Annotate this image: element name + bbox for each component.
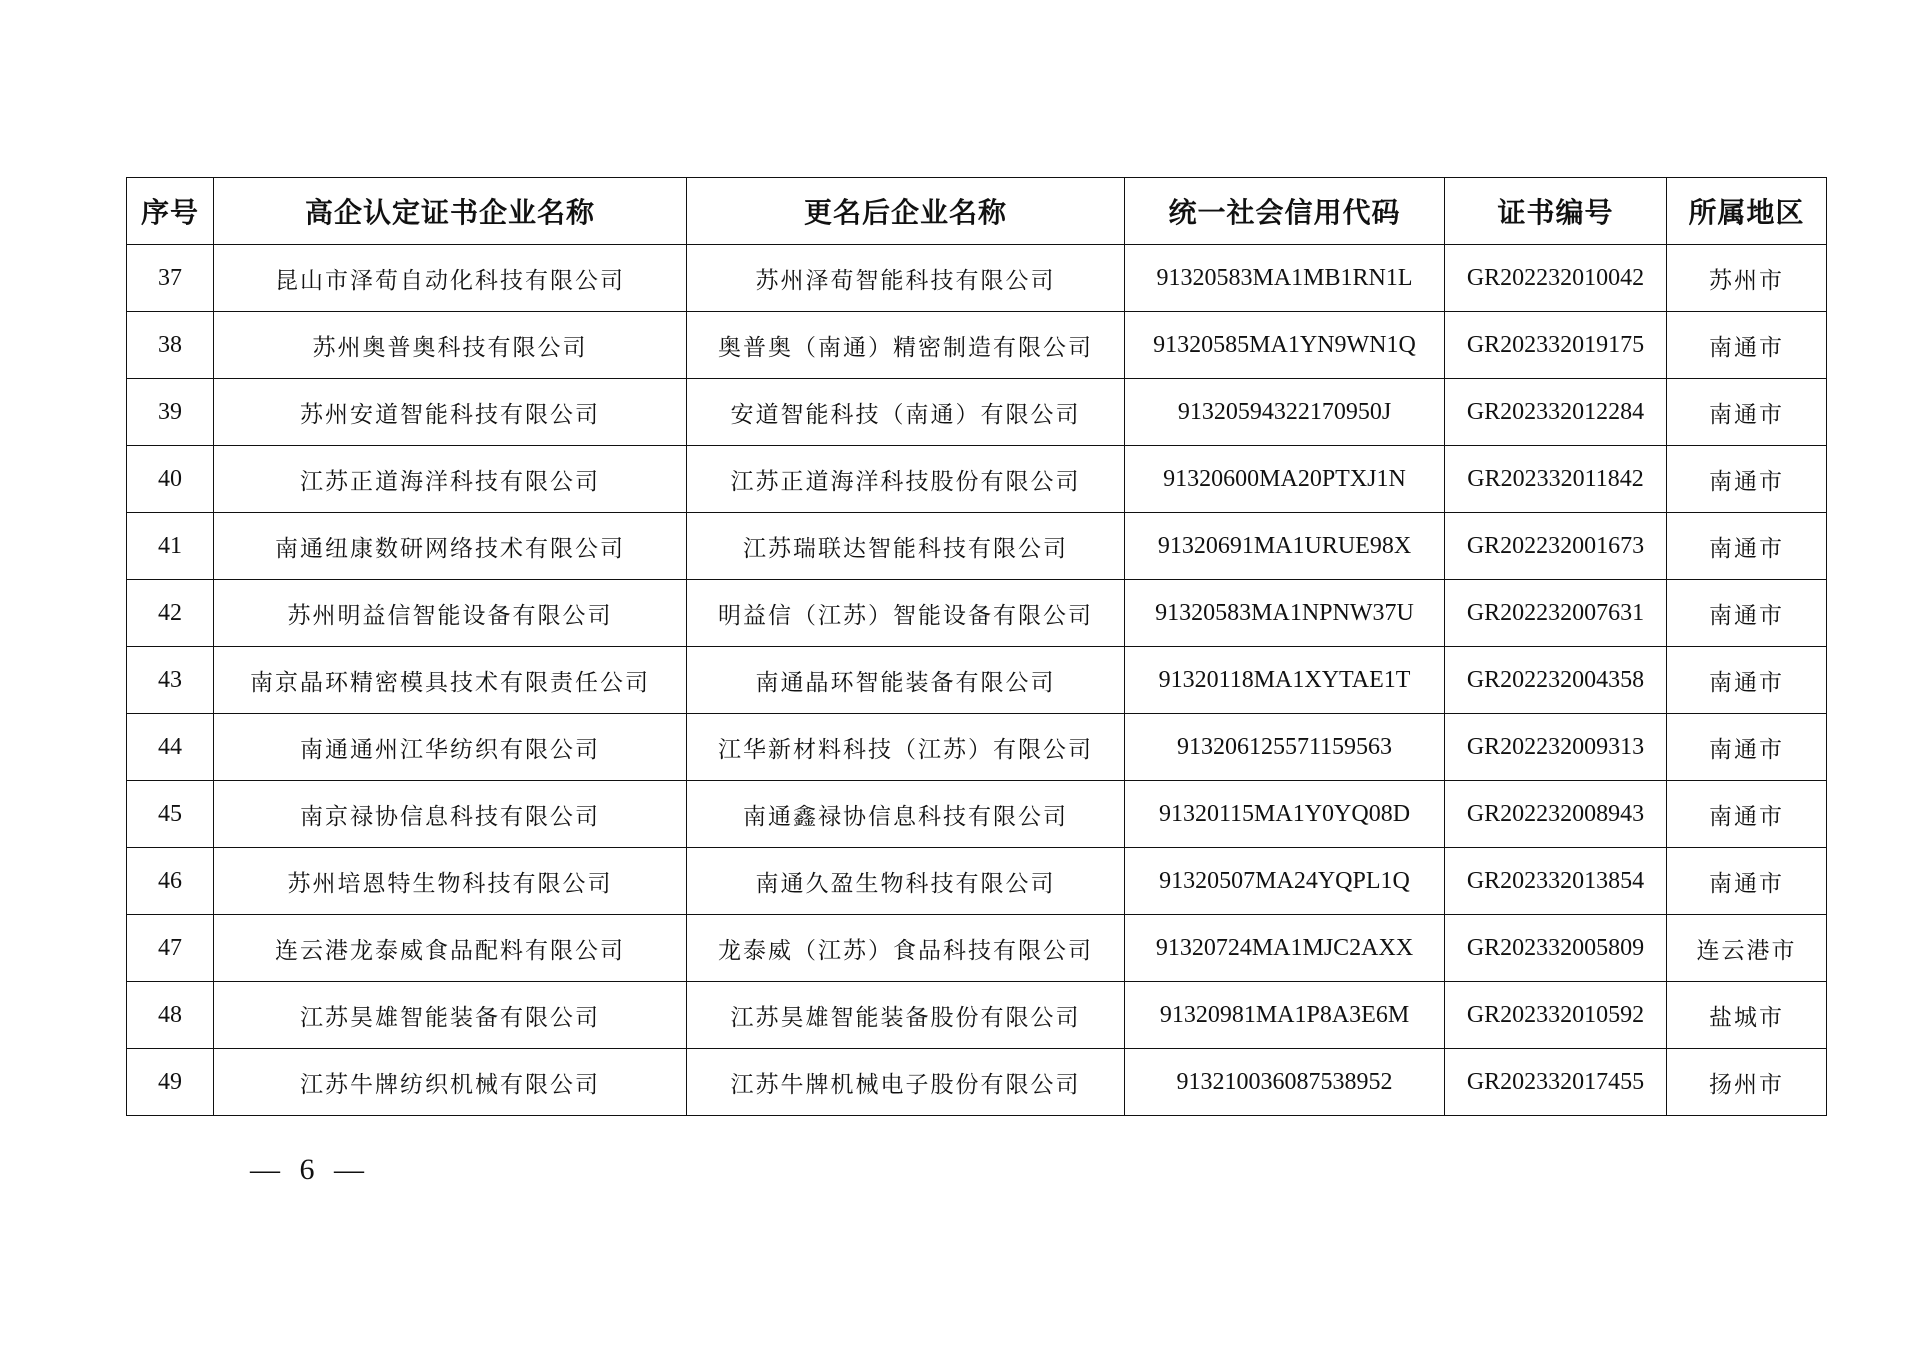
cell-original-name: 苏州明益信智能设备有限公司 xyxy=(214,580,687,647)
cell-renamed-name: 江苏瑞联达智能科技有限公司 xyxy=(687,513,1125,580)
cell-credit-code: 913210036087538952 xyxy=(1125,1049,1445,1116)
header-region: 所属地区 xyxy=(1667,178,1827,245)
cell-region: 南通市 xyxy=(1667,446,1827,513)
cell-original-name: 苏州培恩特生物科技有限公司 xyxy=(214,848,687,915)
cell-certificate-no: GR202232004358 xyxy=(1445,647,1667,714)
cell-seq: 41 xyxy=(127,513,214,580)
cell-renamed-name: 南通晶环智能装备有限公司 xyxy=(687,647,1125,714)
cell-region: 南通市 xyxy=(1667,781,1827,848)
cell-region: 南通市 xyxy=(1667,848,1827,915)
cell-renamed-name: 江苏牛牌机械电子股份有限公司 xyxy=(687,1049,1125,1116)
cell-credit-code: 91320691MA1URUE98X xyxy=(1125,513,1445,580)
cell-original-name: 苏州安道智能科技有限公司 xyxy=(214,379,687,446)
cell-region: 盐城市 xyxy=(1667,982,1827,1049)
table-row xyxy=(127,312,1827,379)
cell-region: 南通市 xyxy=(1667,714,1827,781)
table-row xyxy=(127,513,1827,580)
table-row xyxy=(127,982,1827,1049)
cell-renamed-name: 南通鑫禄协信息科技有限公司 xyxy=(687,781,1125,848)
table-row xyxy=(127,379,1827,446)
cell-region: 南通市 xyxy=(1667,379,1827,446)
cell-credit-code: 913206125571159563 xyxy=(1125,714,1445,781)
cell-credit-code: 91320594322170950J xyxy=(1125,379,1445,446)
cell-certificate-no: GR202332017455 xyxy=(1445,1049,1667,1116)
table-row xyxy=(127,1049,1827,1116)
cell-renamed-name: 安道智能科技（南通）有限公司 xyxy=(687,379,1125,446)
cell-original-name: 江苏正道海洋科技有限公司 xyxy=(214,446,687,513)
cell-credit-code: 91320981MA1P8A3E6M xyxy=(1125,982,1445,1049)
header-certificate-no: 证书编号 xyxy=(1445,178,1667,245)
table-row xyxy=(127,714,1827,781)
header-seq: 序号 xyxy=(127,178,214,245)
cell-renamed-name: 南通久盈生物科技有限公司 xyxy=(687,848,1125,915)
table-row xyxy=(127,848,1827,915)
cell-renamed-name: 明益信（江苏）智能设备有限公司 xyxy=(687,580,1125,647)
table-row xyxy=(127,580,1827,647)
cell-certificate-no: GR202232010042 xyxy=(1445,245,1667,312)
header-credit-code: 统一社会信用代码 xyxy=(1125,178,1445,245)
cell-seq: 38 xyxy=(127,312,214,379)
cell-original-name: 南京禄协信息科技有限公司 xyxy=(214,781,687,848)
cell-seq: 37 xyxy=(127,245,214,312)
cell-certificate-no: GR202332005809 xyxy=(1445,915,1667,982)
cell-credit-code: 91320585MA1YN9WN1Q xyxy=(1125,312,1445,379)
cell-credit-code: 91320507MA24YQPL1Q xyxy=(1125,848,1445,915)
cell-seq: 49 xyxy=(127,1049,214,1116)
cell-credit-code: 91320115MA1Y0YQ08D xyxy=(1125,781,1445,848)
page-number: — 6 — xyxy=(250,1153,370,1186)
renamed-enterprise-table xyxy=(126,177,1827,1116)
cell-certificate-no: GR202232001673 xyxy=(1445,513,1667,580)
table-row xyxy=(127,915,1827,982)
cell-credit-code: 91320583MA1NPNW37U xyxy=(1125,580,1445,647)
cell-certificate-no: GR202232009313 xyxy=(1445,714,1667,781)
cell-region: 南通市 xyxy=(1667,513,1827,580)
cell-seq: 48 xyxy=(127,982,214,1049)
cell-renamed-name: 奥普奥（南通）精密制造有限公司 xyxy=(687,312,1125,379)
header-original-name: 高企认定证书企业名称 xyxy=(214,178,687,245)
cell-certificate-no: GR202332010592 xyxy=(1445,982,1667,1049)
cell-region: 苏州市 xyxy=(1667,245,1827,312)
cell-region: 连云港市 xyxy=(1667,915,1827,982)
cell-credit-code: 91320724MA1MJC2AXX xyxy=(1125,915,1445,982)
cell-certificate-no: GR202332011842 xyxy=(1445,446,1667,513)
table-row xyxy=(127,446,1827,513)
cell-seq: 43 xyxy=(127,647,214,714)
cell-certificate-no: GR202332019175 xyxy=(1445,312,1667,379)
cell-renamed-name: 江华新材料科技（江苏）有限公司 xyxy=(687,714,1125,781)
cell-original-name: 南京晶环精密模具技术有限责任公司 xyxy=(214,647,687,714)
cell-region: 南通市 xyxy=(1667,312,1827,379)
cell-renamed-name: 江苏正道海洋科技股份有限公司 xyxy=(687,446,1125,513)
table-header xyxy=(127,178,1827,245)
cell-original-name: 连云港龙泰威食品配料有限公司 xyxy=(214,915,687,982)
cell-renamed-name: 江苏昊雄智能装备股份有限公司 xyxy=(687,982,1125,1049)
cell-original-name: 江苏昊雄智能装备有限公司 xyxy=(214,982,687,1049)
cell-certificate-no: GR202232007631 xyxy=(1445,580,1667,647)
cell-region: 扬州市 xyxy=(1667,1049,1827,1116)
table-row xyxy=(127,647,1827,714)
header-renamed-name: 更名后企业名称 xyxy=(687,178,1125,245)
cell-seq: 42 xyxy=(127,580,214,647)
cell-original-name: 江苏牛牌纺织机械有限公司 xyxy=(214,1049,687,1116)
cell-credit-code: 91320118MA1XYTAE1T xyxy=(1125,647,1445,714)
cell-credit-code: 91320600MA20PTXJ1N xyxy=(1125,446,1445,513)
cell-certificate-no: GR202232008943 xyxy=(1445,781,1667,848)
cell-seq: 46 xyxy=(127,848,214,915)
cell-seq: 39 xyxy=(127,379,214,446)
cell-seq: 44 xyxy=(127,714,214,781)
header-row xyxy=(127,178,1827,245)
cell-renamed-name: 龙泰威（江苏）食品科技有限公司 xyxy=(687,915,1125,982)
cell-certificate-no: GR202332013854 xyxy=(1445,848,1667,915)
table-body xyxy=(127,245,1827,1116)
cell-region: 南通市 xyxy=(1667,580,1827,647)
cell-seq: 47 xyxy=(127,915,214,982)
cell-seq: 40 xyxy=(127,446,214,513)
cell-certificate-no: GR202332012284 xyxy=(1445,379,1667,446)
cell-renamed-name: 苏州泽荀智能科技有限公司 xyxy=(687,245,1125,312)
cell-original-name: 昆山市泽荀自动化科技有限公司 xyxy=(214,245,687,312)
cell-seq: 45 xyxy=(127,781,214,848)
table-row xyxy=(127,781,1827,848)
table-row xyxy=(127,245,1827,312)
cell-original-name: 苏州奥普奥科技有限公司 xyxy=(214,312,687,379)
cell-original-name: 南通纽康数研网络技术有限公司 xyxy=(214,513,687,580)
cell-region: 南通市 xyxy=(1667,647,1827,714)
cell-original-name: 南通通州江华纺织有限公司 xyxy=(214,714,687,781)
cell-credit-code: 91320583MA1MB1RN1L xyxy=(1125,245,1445,312)
